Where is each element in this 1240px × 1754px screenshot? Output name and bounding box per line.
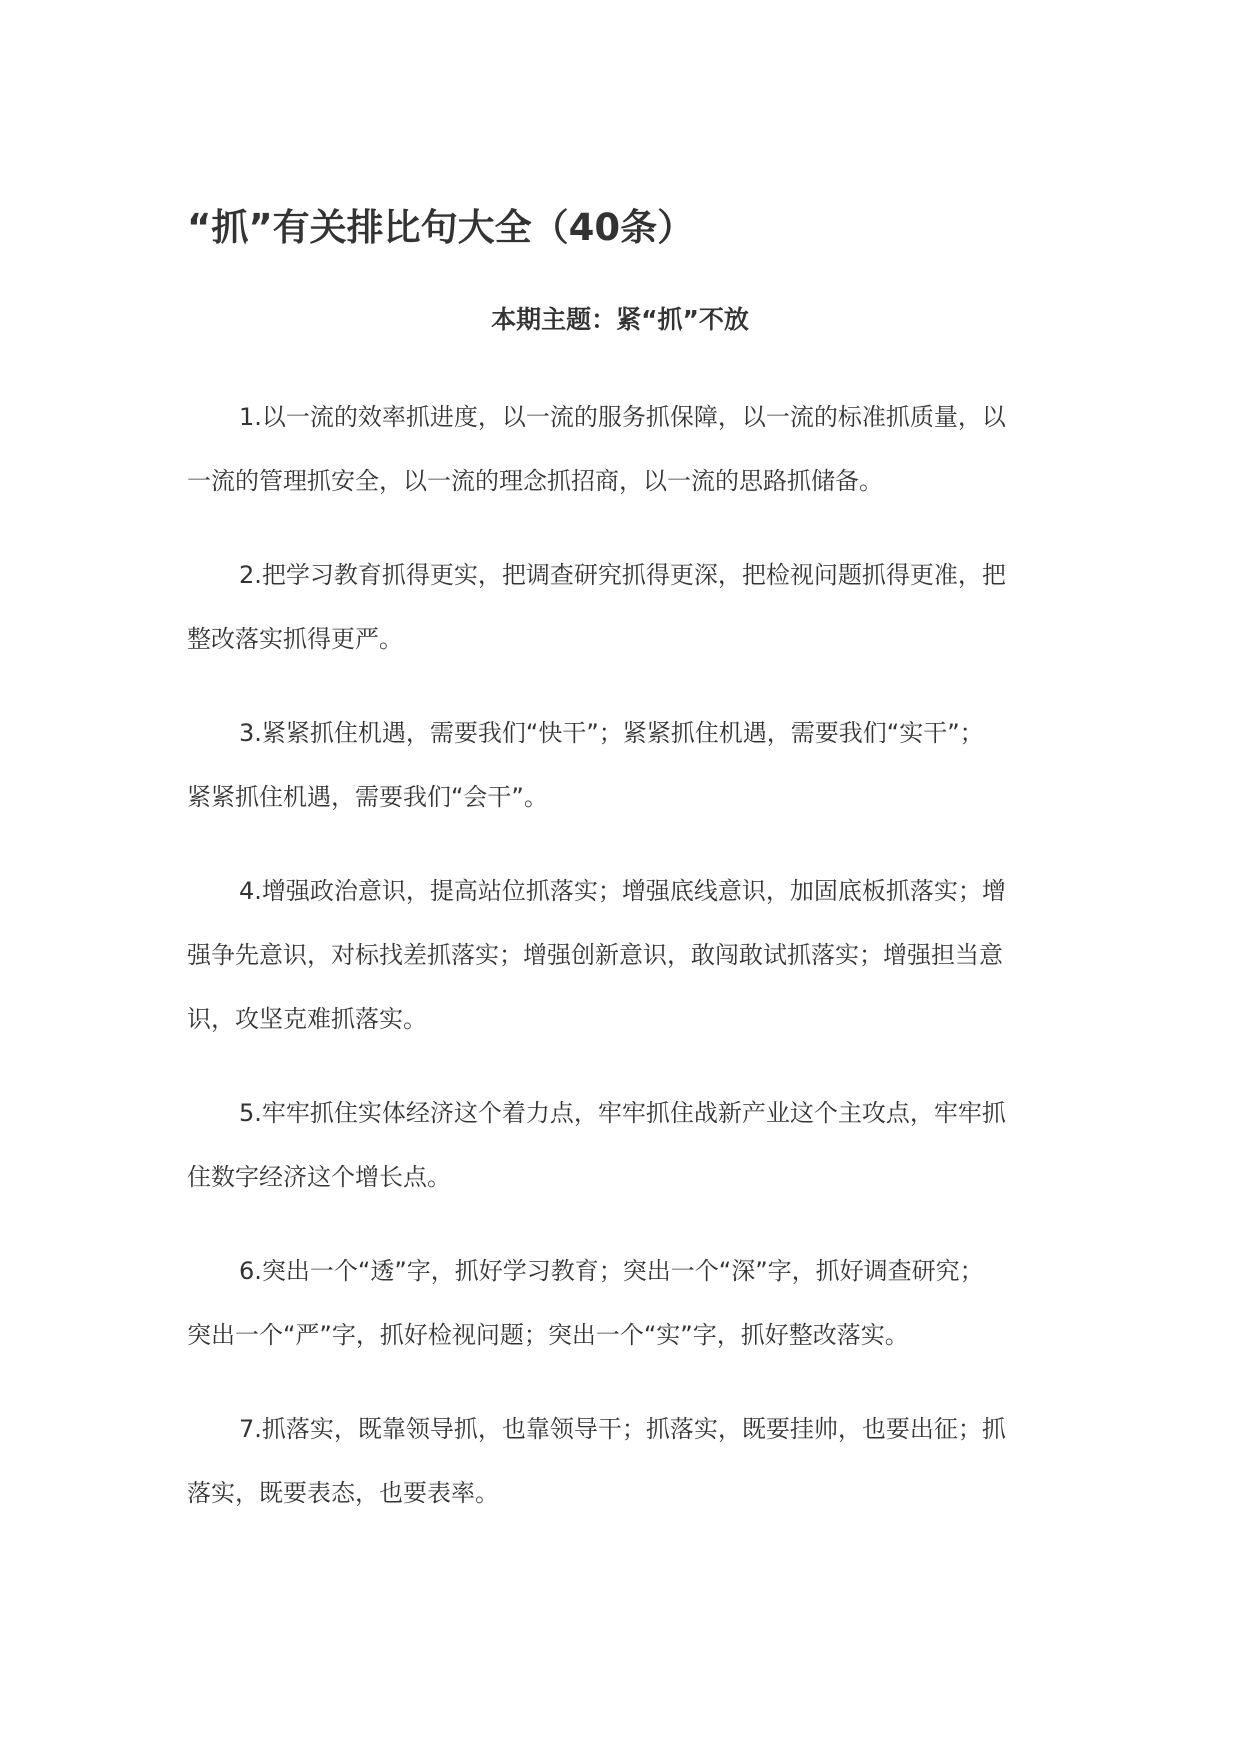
item-line: 2.把学习教育抓得更实，把调查研究抓得更深，把检视问题抓得更准，把 [239, 561, 1006, 589]
item-list [187, 385, 1087, 1555]
document-subtitle: 本期主题：紧“抓”不放 [491, 305, 749, 334]
item-line: 7.抓落实，既靠领导抓，也靠领导干；抓落实，既要挂帅，也要出征；抓 [239, 1415, 1006, 1443]
document-title: “抓”有关排比句大全（40条） [187, 206, 695, 249]
list-item [187, 1081, 1087, 1209]
item-line: 住数字经济这个增长点。 [187, 1163, 451, 1191]
list-item [187, 1239, 1087, 1367]
item-line: 强争先意识，对标找差抓落实；增强创新意识，敢闯敢试抓落实；增强担当意 [187, 941, 1003, 969]
item-line: 落实，既要表态，也要表率。 [187, 1479, 499, 1507]
list-item [187, 859, 1087, 1051]
list-item [187, 701, 1087, 829]
list-item [187, 543, 1087, 671]
item-line: 整改落实抓得更严。 [187, 625, 403, 653]
item-line: 识，攻坚克难抓落实。 [187, 1005, 427, 1033]
item-line: 紧紧抓住机遇，需要我们“会干”。 [187, 783, 548, 811]
item-line: 4.增强政治意识，提高站位抓落实；增强底线意识，加固底板抓落实；增 [239, 877, 1006, 905]
item-line: 3.紧紧抓住机遇，需要我们“快干”；紧紧抓住机遇，需要我们“实干”； [239, 719, 984, 747]
item-line: 一流的管理抓安全，以一流的理念抓招商，以一流的思路抓储备。 [187, 467, 883, 495]
item-line: 突出一个“严”字，抓好检视问题；突出一个“实”字，抓好整改落实。 [187, 1321, 909, 1349]
item-line: 1.以一流的效率抓进度，以一流的服务抓保障，以一流的标准抓质量，以 [239, 403, 1006, 431]
list-item [187, 385, 1087, 513]
item-line: 6.突出一个“透”字，抓好学习教育；突出一个“深”字，抓好调查研究； [239, 1257, 984, 1285]
list-item [187, 1397, 1087, 1525]
item-line: 5.牢牢抓住实体经济这个着力点，牢牢抓住战新产业这个主攻点，牢牢抓 [239, 1099, 1006, 1127]
